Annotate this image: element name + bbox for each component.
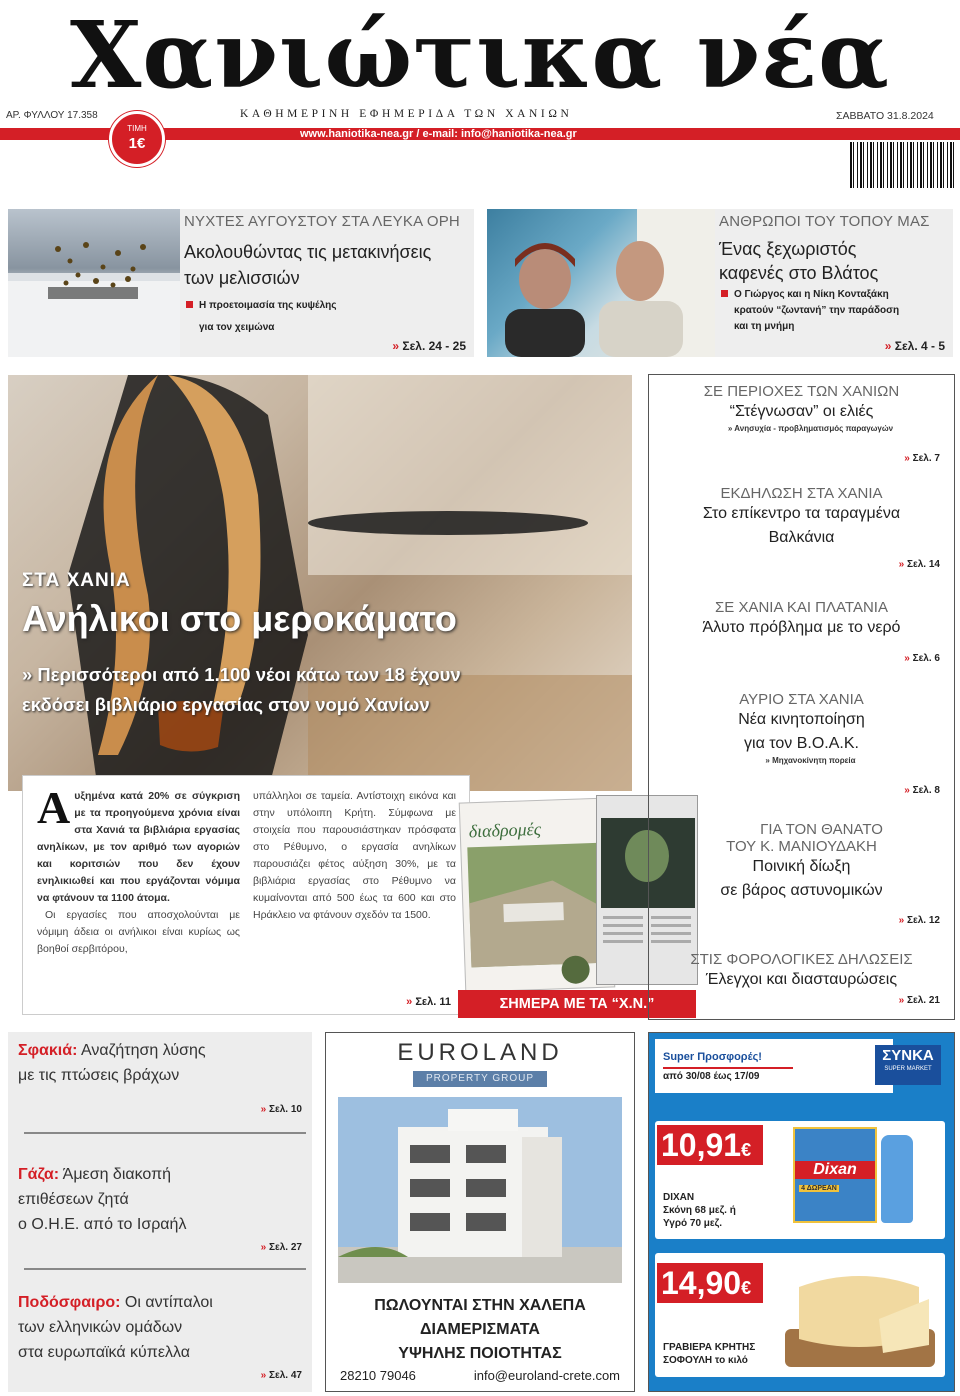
brief-page[interactable]: » Σελ. 27 bbox=[260, 1242, 302, 1253]
synka-header: Super Προσφορές! από 30/08 έως 17/09 bbox=[655, 1039, 893, 1093]
cheese-image bbox=[779, 1259, 945, 1371]
euroland-contact: 28210 79046 info@euroland-crete.com bbox=[340, 1368, 620, 1383]
price-value: 1€ bbox=[128, 135, 146, 152]
euroland-building bbox=[338, 1097, 622, 1283]
divider bbox=[24, 1132, 306, 1134]
issue-date: ΣΑΒΒΑΤΟ 31.8.2024 bbox=[836, 110, 934, 122]
teaser-page[interactable]: » Σελ. 24 - 25 bbox=[392, 339, 466, 353]
briefs-box bbox=[8, 1032, 312, 1392]
insert-magazine[interactable] bbox=[459, 797, 616, 992]
sidebar-item[interactable]: ΑΥΡΙΟ ΣΤΑ ΧΑΝΙΑ Νέα κινητοποίηση για τον Β.Ο.Α.Κ. » Μηχανοκίνητη πορεία » Σελ. 8 bbox=[738, 691, 940, 796]
offer-price: 10,91€ bbox=[657, 1125, 763, 1165]
euroland-ad[interactable] bbox=[325, 1032, 635, 1392]
sidebar-item[interactable]: ΣΕ ΠΕΡΙΟΧΕΣ ΤΩΝ ΧΑΝΙΩΝ “Στέγνωσαν” οι ελιές » Ανησυχία - προβληματισμός παραγωγών » Σελ. 7 bbox=[703, 383, 940, 464]
brief-item[interactable]: Γάζα: Άμεση διακοπή επιθέσεων ζητά ο Ο.Η.Ε. από το Ισραήλ bbox=[18, 1166, 187, 1233]
lead-headline[interactable]: Ανήλικοι στο μεροκάματο bbox=[22, 598, 457, 639]
lead-body-col2: υπάλληλοι σε ταμεία. Αντίστοιχη εικόνα και στην υπόλοιπη Κρήτη. Σύμφωνα με στοιχεία που παρουσιάστηκαν πρόσφατα στο Ρέθυμνο, ο εργασία ανηλίκων παρουσιάζει φέτος αύξηση 30%, με τα βιβλιάρια εργασίας στο Ρέθυμνο να κυμαίνονται από 500 έως τα 600 και στο Ηράκλειο να φτάνουν σχεδόν τα 1500. bbox=[253, 790, 456, 921]
lead-deck: » Περισσότεροι από 1.100 νέοι κάτω των 18 έχουν εκδόσει βιβλιάριο εργασίας στον νομό Χανίων bbox=[22, 664, 461, 715]
euroland-brand: EUROLAND bbox=[397, 1039, 563, 1066]
price-badge bbox=[109, 111, 165, 167]
synka-offer-graviera[interactable] bbox=[655, 1253, 945, 1377]
teaser-page[interactable]: » Σελ. 4 - 5 bbox=[884, 339, 945, 353]
synka-offer-dixan[interactable] bbox=[655, 1121, 945, 1239]
synka-logo: ΣΥΝΚΑ SUPER MARKET bbox=[875, 1045, 941, 1085]
inserts-banner: ΣΗΜΕΡΑ ΜΕ ΤΑ “Χ.Ν.” bbox=[458, 990, 696, 1018]
offer-desc: DIXAN Σκόνη 68 μεζ. ή Υγρό 70 μεζ. bbox=[663, 1192, 736, 1229]
euroland-text: ΠΩΛΟΥΝΤΑΙ ΣΤΗΝ ΧΑΛΕΠΑ ΔΙΑΜΕΡΙΣΜΑΤΑ ΥΨΗΛΗΣ ΠΟΙΟΤΗΤΑΣ bbox=[374, 1297, 586, 1362]
teaser-section: ΑΝΘΡΩΠΟΙ ΤΟΥ ΤΟΠΟΥ ΜΑΣ bbox=[719, 213, 930, 230]
sidebar-item[interactable]: ΣΤΙΣ ΦΟΡΟΛΟΓΙΚΕΣ ΔΗΛΩΣΕΙΣ Έλεγχοι και διασταυρώσεις » Σελ. 21 bbox=[690, 951, 940, 1006]
lead-body-col1: Αυξημένα κατά 20% σε σύγκριση με τα προηγούμενα χρόνια είναι στα Χανιά τα βιβλιάρια εργασίας ανηλίκων, με τον αριθμό των αγοριών και κοριτσιών που δεν έχουν ενηλικιωθεί και που εργάζονται νόμιμα να φτάνουν τα 1100 άτομα. Οι εργασίες που αποσχολούνται με νόμιμη άδεια οι ανήλικοι είναι κυρίως ως βοηθοί σερβιτόρου, bbox=[37, 782, 240, 955]
issue-number: ΑΡ. ΦΥΛΛΟΥ 17.358 bbox=[6, 110, 98, 121]
lead-body bbox=[22, 775, 470, 1015]
masthead-subtitle: ΚΑΘΗΜΕΡΙΝΗ ΕΦΗΜΕΡΙΔΑ ΤΩΝ ΧΑΝΙΩΝ bbox=[240, 108, 573, 120]
brief-page[interactable]: » Σελ. 47 bbox=[260, 1370, 302, 1381]
teaser-sub: Η προετοιμασία της κυψέλης για τον χειμώνα bbox=[186, 295, 336, 339]
sidebar-item[interactable]: ΓΙΑ ΤΟΝ ΘΑΝΑΤΟ ΤΟΥ Κ. ΜΑΝΙΟΥΔΑΚΗ Ποινική δίωξη σε βάρος αστυνομικών » Σελ. 12 bbox=[720, 821, 940, 926]
sidebar-item[interactable]: ΣΕ ΧΑΝΙΑ ΚΑΙ ΠΛΑΤΑΝΙΑ Άλυτο πρόβλημα με το νερό » Σελ. 6 bbox=[702, 599, 940, 664]
sidebar-item[interactable]: ΕΚΔΗΛΩΣΗ ΣΤΑ ΧΑΝΙΑ Στο επίκεντρο τα ταραγμένα Βαλκάνια » Σελ. 14 bbox=[702, 485, 940, 570]
insert-magazine-title: διαδρομές bbox=[468, 818, 542, 842]
teaser-kafenes-photo bbox=[487, 209, 715, 357]
offer-price: 14,90€ bbox=[657, 1263, 763, 1303]
website-line[interactable]: www.haniotika-nea.gr / e-mail: info@haniotika-nea.gr bbox=[300, 128, 577, 140]
lead-page[interactable]: » Σελ. 11 bbox=[406, 996, 451, 1008]
price-label: ΤΙΜΗ bbox=[127, 124, 147, 133]
teaser-headline: Ένας ξεχωριστός καφενές στο Βλάτος bbox=[719, 239, 879, 283]
brief-item[interactable]: Ποδόσφαιρο: Οι αντίπαλοι των ελληνικών ομάδων στα ευρωπαϊκά κύπελλα bbox=[18, 1294, 213, 1361]
teaser-bees-photo bbox=[8, 209, 180, 357]
sidebar-news bbox=[648, 374, 955, 1020]
teaser-bees[interactable] bbox=[8, 209, 474, 357]
brief-page[interactable]: » Σελ. 10 bbox=[260, 1104, 302, 1115]
teaser-sub: Ο Γιώργος και η Νίκη Κονταξάκη κρατούν “ζωντανή” την παράδοση και τη μνήμη bbox=[721, 287, 899, 335]
synka-ad[interactable] bbox=[648, 1032, 955, 1392]
brief-item[interactable]: Σφακιά: Αναζήτηση λύσης με τις πτώσεις βράχων bbox=[18, 1042, 206, 1084]
divider bbox=[24, 1268, 306, 1270]
teaser-section: ΝΥΧΤΕΣ ΑΥΓΟΥΣΤΟΥ ΣΤΑ ΛΕΥΚΑ ΟΡΗ bbox=[184, 213, 460, 230]
teaser-kafenes[interactable] bbox=[487, 209, 953, 357]
teaser-headline: Ακολουθώντας τις μετακινήσεις των μελισσιών bbox=[184, 242, 432, 288]
barcode bbox=[850, 142, 956, 188]
euroland-sub: PROPERTY GROUP bbox=[413, 1071, 547, 1087]
masthead-title: Χανιώτικα νέα bbox=[70, 1, 890, 109]
lead-kicker: ΣΤΑ ΧΑΝΙΑ bbox=[22, 570, 131, 591]
offer-desc: ΓΡΑΒΙΕΡΑ ΚΡΗΤΗΣ ΣΟΦΟΥΛΗ το κιλό bbox=[663, 1342, 756, 1366]
lead-dropcap: Α bbox=[37, 782, 71, 833]
dixan-box: Dixan 4 ΔΩΡΕΑΝ bbox=[793, 1127, 877, 1223]
dixan-bottle bbox=[881, 1135, 913, 1223]
